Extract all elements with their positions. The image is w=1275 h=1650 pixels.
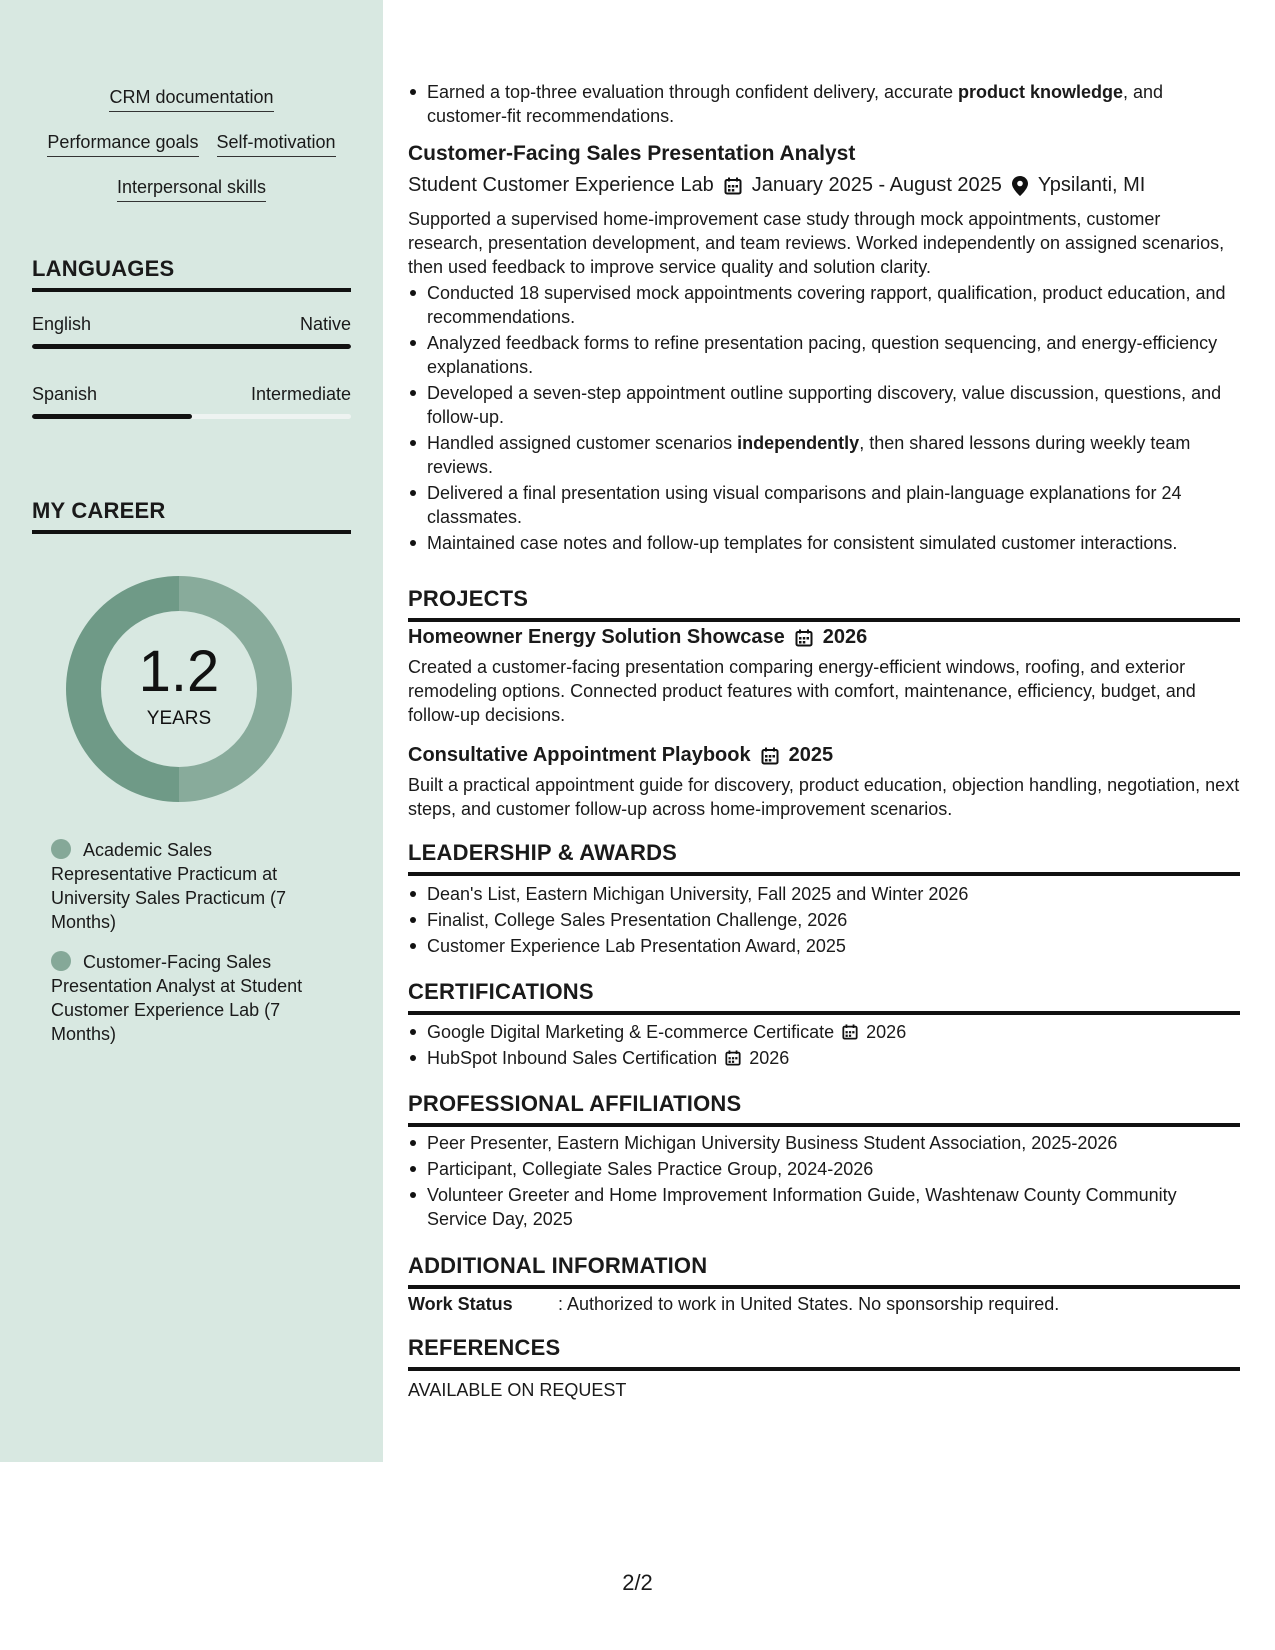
references-value: AVAILABLE ON REQUEST (408, 1380, 627, 1400)
certification-name: Google Digital Marketing & E-commerce Certificate (427, 1022, 835, 1042)
skills-list (0, 86, 383, 221)
job-entry (408, 142, 1240, 557)
bullet-text: Earned a top-three evaluation through confident delivery, accurate (427, 82, 958, 102)
list-item: Delivered a final presentation using visual comparisons and plain-language explanations for 24 classmates. (408, 481, 1240, 529)
list-item: Conducted 18 supervised mock appointments covering rapport, qualification, product education, and recommendations. (408, 281, 1240, 329)
certification-row (427, 1020, 1240, 1044)
language-name: Spanish (32, 384, 98, 404)
bullet-bold-text: independently (737, 433, 860, 453)
job-bullets (408, 281, 1240, 555)
calendar-icon (724, 177, 742, 195)
additional-info-heading: ADDITIONAL INFORMATION (408, 1253, 1240, 1289)
previous-job-bullets (408, 80, 1240, 130)
leadership-heading: LEADERSHIP & AWARDS (408, 840, 1240, 876)
list-item (408, 80, 1240, 128)
language-name: English (32, 314, 92, 334)
language-bar-fill (32, 414, 192, 419)
project-title: Homeowner Energy Solution Showcase (408, 626, 785, 648)
language-bar-english (32, 344, 351, 349)
skills-row (0, 86, 383, 112)
affiliations-list (408, 1131, 1240, 1233)
career-item (51, 950, 331, 1046)
certification-year: 2026 (749, 1048, 790, 1068)
calendar-icon (842, 1024, 858, 1040)
career-dot-icon (51, 839, 71, 859)
language-row-english (32, 314, 351, 335)
project-description: Created a customer-facing presentation comparing energy-efficient windows, roofing, and exterior remodeling options. Connected product features with comfort, maintenance, efficiency, budget, and follow-up decisions. (408, 657, 1196, 725)
list-item: Peer Presenter, Eastern Michigan University Business Student Association, 2025-2026 (408, 1131, 1240, 1155)
calendar-icon (725, 1050, 741, 1066)
languages-heading: LANGUAGES (32, 256, 351, 292)
list-item: Developed a seven-step appointment outline supporting discovery, value discussion, questions, and follow-up. (408, 381, 1240, 429)
language-bar-spanish (32, 414, 351, 419)
language-level: Native (299, 314, 351, 334)
list-item (408, 431, 1240, 479)
project-entry (408, 744, 1240, 821)
skill-tag: CRM documentation (109, 86, 273, 112)
location-pin-icon (1012, 176, 1028, 196)
work-status-value: : Authorized to work in United States. No sponsorship required. (558, 1294, 1060, 1314)
bullet-text: , then shared lessons during weekly team reviews. (427, 433, 1191, 477)
list-item: Finalist, College Sales Presentation Challenge, 2026 (408, 908, 1240, 932)
projects-heading: PROJECTS (408, 586, 1240, 622)
job-location: Ypsilanti, MI (1037, 174, 1146, 196)
list-item (408, 1020, 1240, 1044)
career-heading: MY CAREER (32, 498, 351, 534)
project-title-row (408, 744, 1240, 767)
project-entry (408, 626, 1240, 727)
work-status-label: Work Status (408, 1294, 513, 1314)
job-summary: Supported a supervised home-improvement case study through mock appointments, customer research, presentation development, and team reviews. Worked independently on assigned scenarios, then used feedback to improve service quality and solution clarity. (408, 209, 1225, 277)
list-item: Maintained case notes and follow-up templates for consistent simulated customer interactions. (408, 531, 1240, 555)
list-item: Customer Experience Lab Presentation Award, 2025 (408, 934, 1240, 958)
project-description: Built a practical appointment guide for discovery, product education, objection handling, negotiation, next steps, and customer follow-up across home-improvement scenarios. (408, 775, 1240, 819)
bullet-text: Handled assigned customer scenarios (427, 433, 738, 453)
list-item: Volunteer Greeter and Home Improvement Information Guide, Washtenaw County Community Service Day, 2025 (408, 1183, 1240, 1231)
job-meta (408, 174, 1240, 197)
affiliations-heading: PROFESSIONAL AFFILIATIONS (408, 1091, 1240, 1127)
skill-tag: Interpersonal skills (117, 176, 266, 202)
career-unit: YEARS (146, 708, 212, 729)
list-item: Dean's List, Eastern Michigan University, Fall 2025 and Winter 2026 (408, 882, 1240, 906)
language-bar-fill (32, 344, 351, 349)
certification-year: 2026 (866, 1022, 907, 1042)
job-title: Customer-Facing Sales Presentation Analyst (408, 142, 856, 165)
list-item: Analyzed feedback forms to refine presentation pacing, question sequencing, and energy-efficiency explanations. (408, 331, 1240, 379)
skills-row (0, 176, 383, 202)
page-number: 2/2 (622, 1570, 653, 1595)
calendar-icon (795, 629, 813, 647)
calendar-icon (761, 747, 779, 765)
project-year: 2025 (788, 744, 834, 766)
language-row-spanish (32, 384, 351, 405)
references-heading: REFERENCES (408, 1335, 1240, 1371)
project-title-row (408, 626, 1240, 649)
certification-row (427, 1046, 1240, 1070)
project-title: Consultative Appointment Playbook (408, 744, 751, 766)
skills-row (0, 131, 383, 157)
job-company: Student Customer Experience Lab (408, 174, 714, 196)
project-year: 2026 (822, 626, 868, 648)
career-dot-icon (51, 951, 71, 971)
career-item-label: Academic Sales Representative Practicum at University Sales Practicum (7 Months) (51, 840, 287, 932)
work-status-row (408, 1294, 1240, 1315)
career-item-label: Customer-Facing Sales Presentation Analyst at Student Customer Experience Lab (7 Months) (51, 952, 303, 1044)
skill-tag: Performance goals (47, 131, 198, 157)
language-level: Intermediate (250, 384, 351, 404)
bullet-bold-text: product knowledge (958, 82, 1124, 102)
certifications-list (408, 1020, 1240, 1072)
leadership-list (408, 882, 1240, 960)
job-dates: January 2025 - August 2025 (751, 174, 1002, 196)
bullet-text: , and customer-fit recommendations. (427, 82, 1164, 126)
career-total-years: 1.2 (138, 639, 220, 704)
skill-tag: Self-motivation (217, 131, 336, 157)
certification-name: HubSpot Inbound Sales Certification (427, 1048, 718, 1068)
list-item (408, 1046, 1240, 1070)
career-donut (66, 576, 292, 802)
career-item (51, 838, 331, 934)
list-item: Participant, Collegiate Sales Practice Group, 2024-2026 (408, 1157, 1240, 1181)
certifications-heading: CERTIFICATIONS (408, 979, 1240, 1015)
